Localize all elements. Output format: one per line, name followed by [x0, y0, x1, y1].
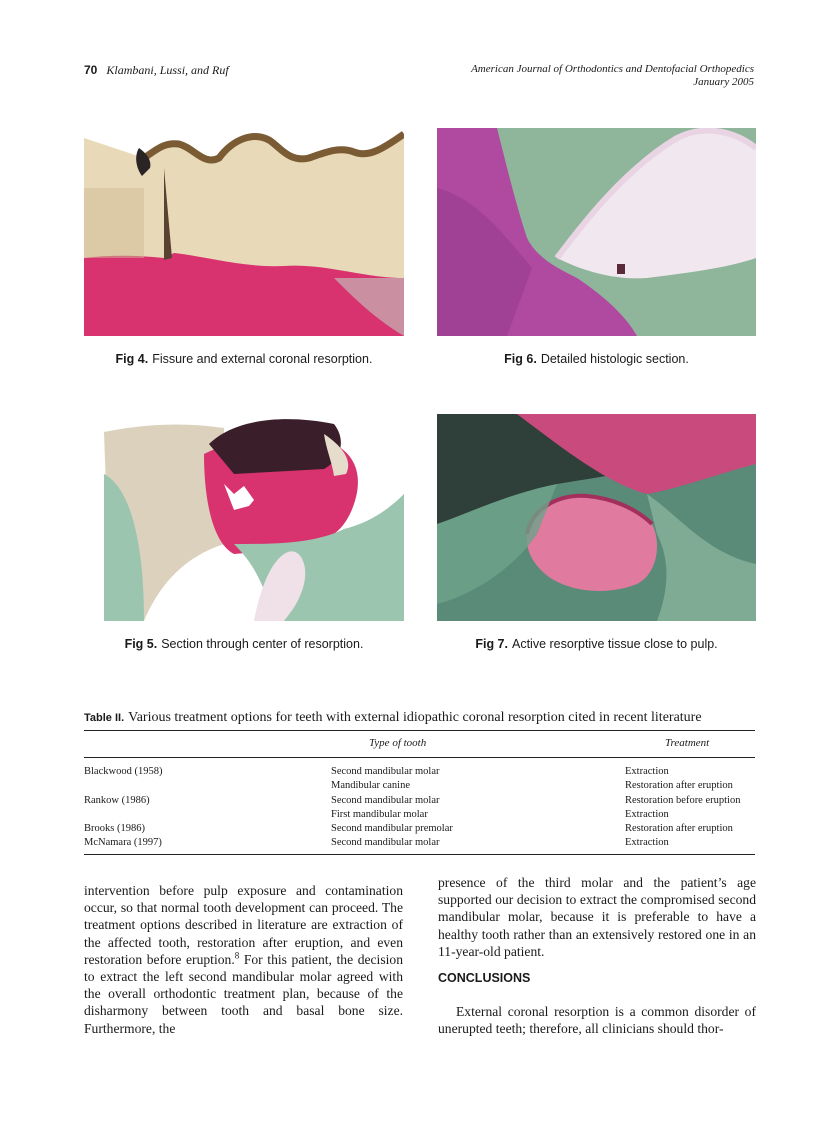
table-header-type: Type of tooth: [369, 737, 427, 749]
body-text: intervention before pulp exposure and contamination occur, so that normal tooth development can proceed. The treatment options described in literature are extraction of the affected tooth, restoration after eruption, and even restoration before eruption.: [84, 883, 403, 967]
table-cell: Rankow (1986): [84, 794, 150, 806]
table-cell: First mandibular molar: [331, 808, 428, 820]
table-cell: Extraction: [625, 766, 669, 777]
table-cell: Second mandibular molar: [331, 766, 440, 777]
figure-label: Fig 7.: [475, 637, 508, 651]
table-cell: Restoration before eruption: [625, 794, 741, 806]
figure-5-caption: [84, 637, 404, 651]
figure-4-caption: [84, 352, 404, 366]
section-heading-conclusions: CONCLUSIONS: [438, 971, 531, 985]
running-header-left: [84, 63, 229, 78]
table-cell: Second mandibular premolar: [331, 823, 453, 835]
figure-7-caption: [437, 637, 756, 651]
figure-5-image: [84, 414, 404, 621]
header-journal: American Journal of Orthodontics and Dentofacial Orthopedics: [471, 63, 754, 75]
table-column-tooth: [331, 765, 453, 851]
header-date: January 2005: [693, 76, 754, 88]
table-cell: McNamara (1997): [84, 837, 162, 849]
table-bottom-rule: [84, 854, 755, 855]
table-cell: Mandibular canine: [331, 780, 411, 792]
reference-marker: 8: [234, 950, 240, 961]
page-number: 70: [84, 63, 98, 77]
table-header-rule: [84, 757, 755, 758]
table-cell: Extraction: [625, 808, 669, 820]
body-paragraph: [84, 882, 403, 1037]
figure-6-image: [437, 128, 756, 336]
table-cell: Restoration after eruption: [625, 780, 733, 792]
figure-caption-text: Section through center of resorption.: [161, 637, 364, 651]
figure-caption-text: Fissure and external coronal resorption.: [152, 352, 373, 366]
running-header-right: [471, 63, 754, 89]
figure-label: Fig 6.: [504, 352, 537, 366]
body-paragraph: External coronal resorption is a common disorder of unerupted teeth; therefore, all clinicians should thor-: [438, 1004, 756, 1037]
table-cell: Brooks (1986): [84, 823, 145, 835]
table-label: Table II.: [84, 712, 125, 724]
table-title: [84, 710, 756, 726]
figure-6-caption: [437, 352, 756, 366]
body-left-column: [84, 882, 403, 1037]
table-top-rule: [84, 730, 755, 731]
figure-label: Fig 4.: [115, 352, 149, 366]
conclusions-paragraph: [438, 1003, 756, 1037]
header-authors: Klambani, Lussi, and Ruf: [106, 63, 229, 77]
table-cell: Blackwood (1958): [84, 766, 163, 777]
figure-caption-text: Active resorptive tissue close to pulp.: [512, 637, 718, 651]
table-column-author: [84, 765, 162, 851]
table-cell: Restoration after eruption: [625, 823, 733, 835]
table-cell: [84, 779, 162, 793]
figure-7-image: [437, 414, 756, 621]
table-cell: [84, 808, 162, 822]
figure-4-image: [84, 128, 404, 336]
body-right-column: [438, 874, 756, 960]
figure-label: Fig 5.: [124, 637, 158, 651]
table-column-treatment: [625, 765, 740, 851]
table-title-text: Various treatment options for teeth with external idiopathic coronal resorption cited in recent literature: [128, 710, 702, 725]
table-cell: Second mandibular molar: [331, 837, 440, 849]
table-header-treatment: Treatment: [665, 737, 710, 749]
table-cell: Extraction: [625, 837, 669, 849]
body-paragraph: presence of the third molar and the patient’s age supported our decision to extract the compromised second mandibular molar, because it is preferable to have a healthy tooth rather than an extensively restored one in an 11-year-old patient.: [438, 875, 756, 959]
table-cell: Second mandibular molar: [331, 794, 440, 806]
figure-caption-text: Detailed histologic section.: [540, 352, 689, 366]
body-text: For this patient, the decision to extract the left second mandibular molar agreed with the overall orthodontic treatment plan, because of the disharmony between tooth and basal bone size. Furthermore, the: [84, 951, 403, 1036]
